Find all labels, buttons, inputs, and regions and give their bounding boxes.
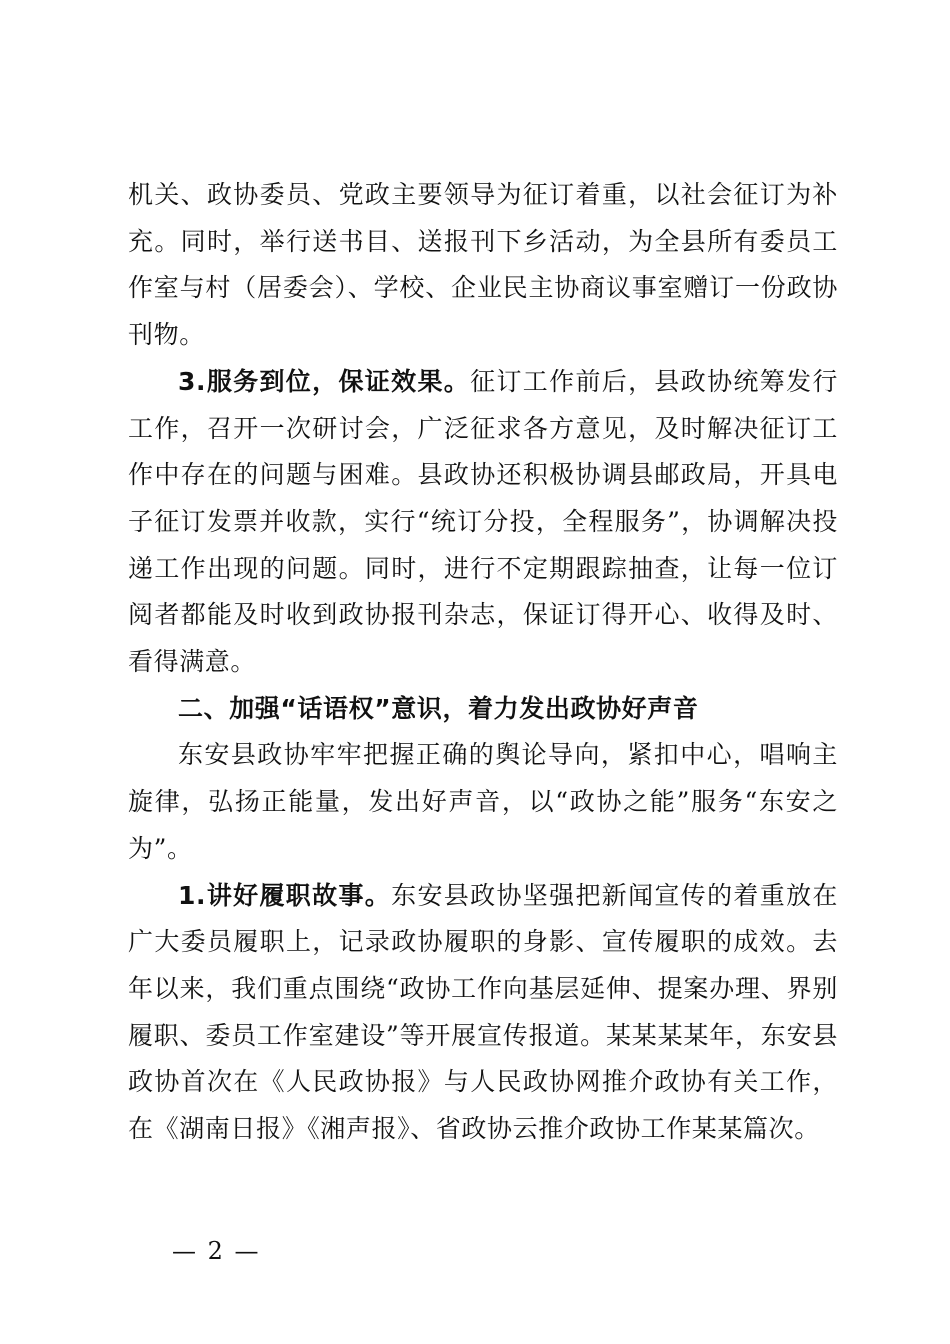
paragraph-intro bbox=[128, 732, 838, 872]
paragraph-continuation bbox=[128, 172, 838, 359]
paragraph-text: 征订工作前后，县政协统筹发行工作，召开一次研讨会，广泛征求各方意见，及时解决征订工作中存在的问题与困难。县政协还积极协调县邮政局，开具电子征订发票并收款，实行“统订分投，全程服务”，协调解决投递工作出现的问题。同时，进行不定期跟踪抽查，让每一位订阅者都能及时收到政协报刊杂志，保证订得开心、收得及时、看得满意。 bbox=[128, 366, 839, 677]
page-number: — 2 — bbox=[172, 1237, 261, 1265]
paragraph-text: 机关、政协委员、党政主要领导为征订着重，以社会征订为补充。同时，举行送书目、送报刊下乡活动，为全县所有委员工作室与村（居委会）、学校、企业民主协商议事室赠订一份政协刊物。 bbox=[128, 180, 838, 350]
paragraph-lead: 3.服务到位，保证效果。 bbox=[178, 366, 471, 396]
paragraph-text: 东安县政协牢牢把握正确的舆论导向，紧扣中心，唱响主旋律，弘扬正能量，发出好声音，以“政协之能”服务“东安之为”。 bbox=[128, 740, 838, 863]
paragraph-text: 东安县政协坚强把新闻宣传的着重放在广大委员履职上，记录政协履职的身影、宣传履职的成效。去年以来，我们重点围绕“政协工作向基层延伸、提案办理、界别履职、委员工作室建设”等开展宣传报道。某某某某年，东安县政协首次在《人民政协报》与人民政协网推介政协有关工作，在《湖南日报》《湘声报》、省政协云推介政协工作某某篇次。 bbox=[128, 880, 839, 1144]
paragraph-lead: 1.讲好履职故事。 bbox=[178, 880, 392, 910]
paragraph-stories bbox=[128, 873, 838, 1153]
body-text bbox=[128, 172, 838, 1153]
section-heading: 二、加强“话语权”意识，着力发出政协好声音 bbox=[178, 693, 699, 723]
paragraph-service bbox=[128, 359, 838, 686]
